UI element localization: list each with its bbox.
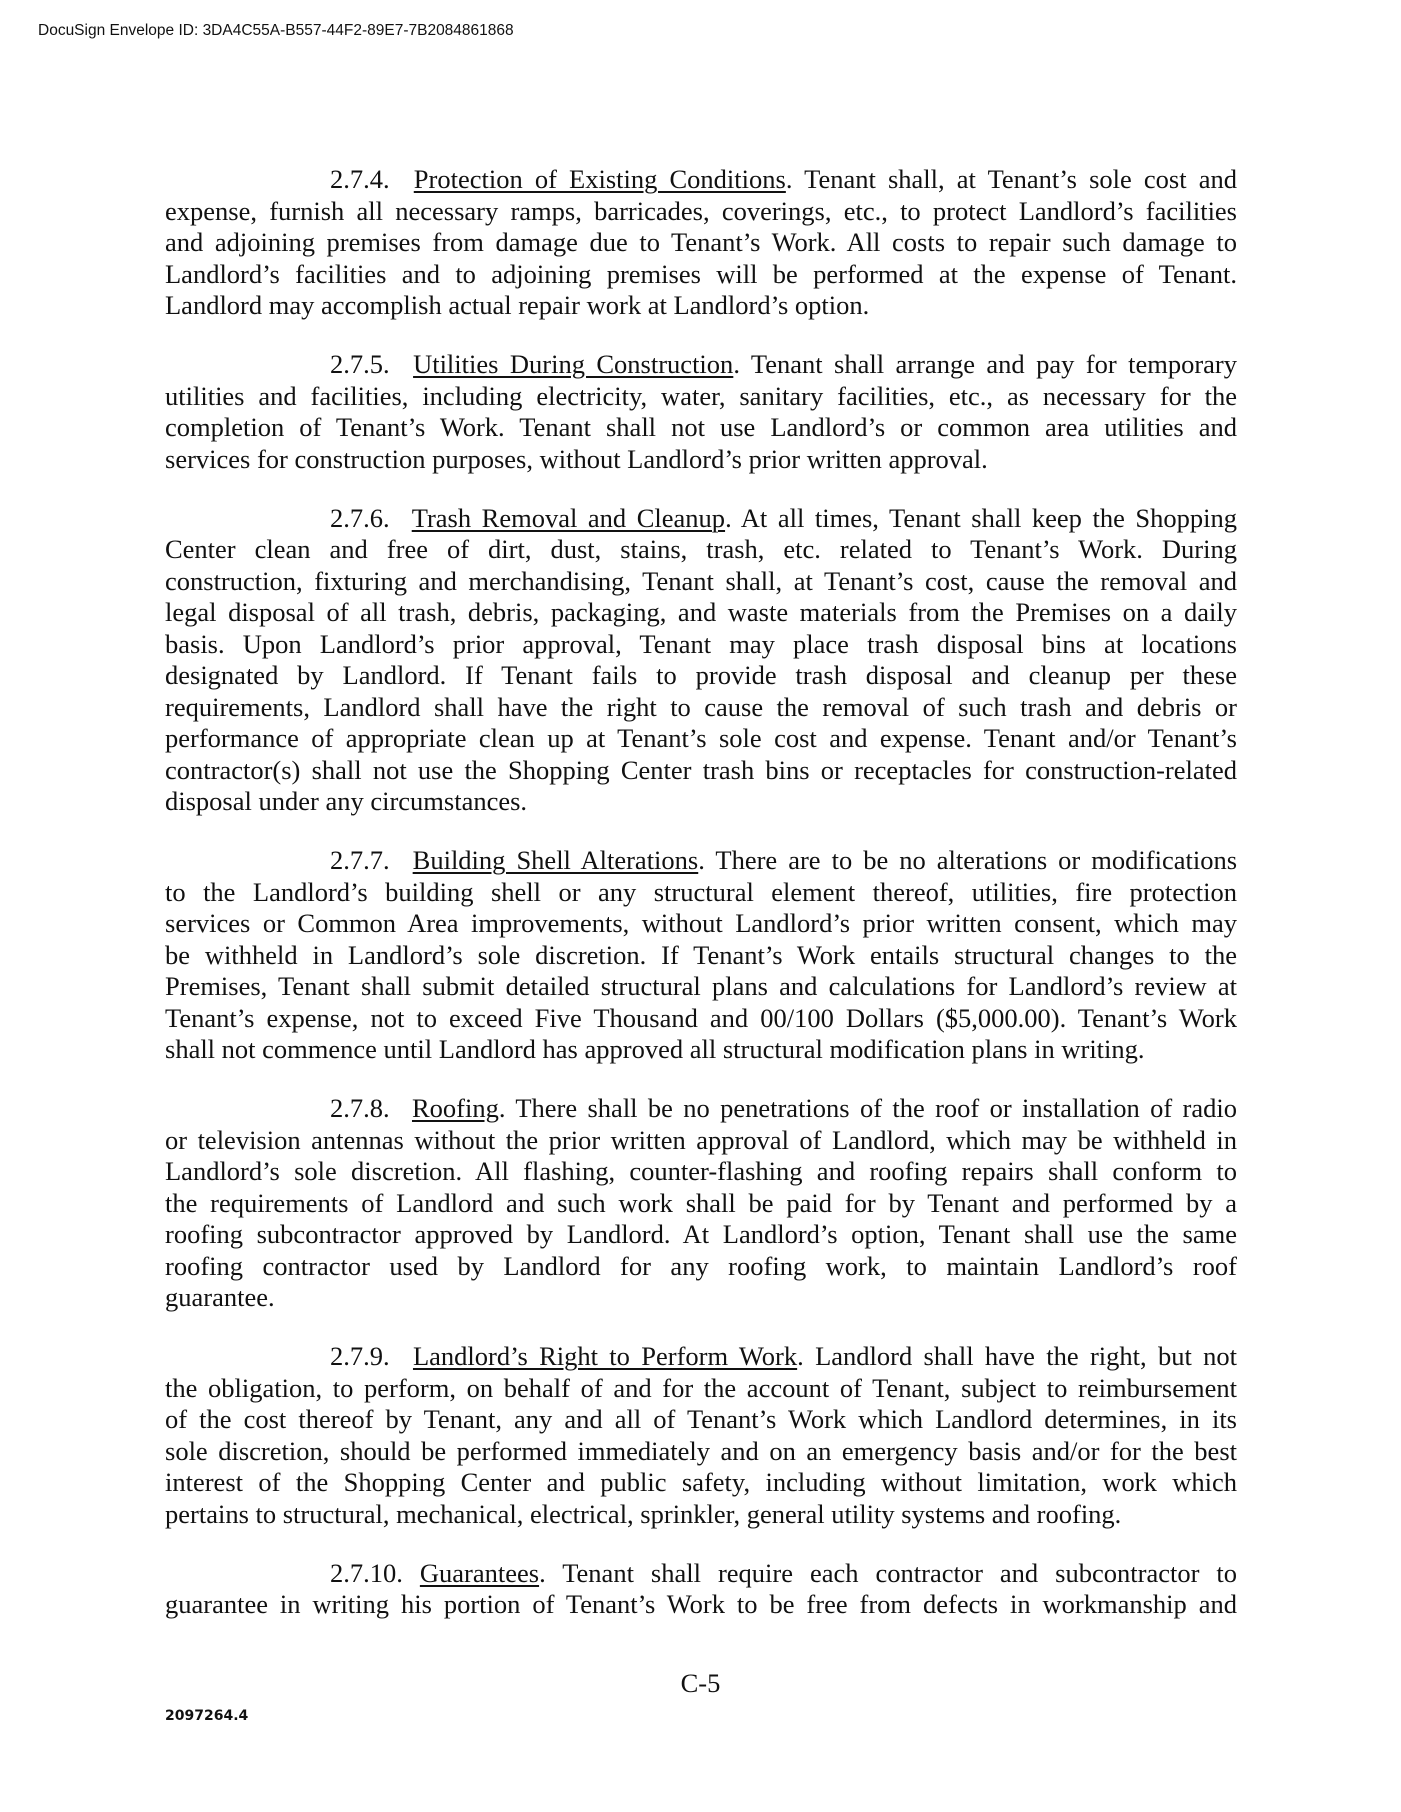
text-line: requirements, Landlord shall have the right to cause the removal of such trash and debris or — [165, 691, 1237, 722]
text-line: be withheld in Landlord’s sole discretion. If Tenant’s Work entails structural changes to the — [165, 939, 1237, 970]
text-line: Landlord’s sole discretion. All flashing, counter-flashing and roofing repairs shall conform to — [165, 1156, 1237, 1186]
section-first-line — [165, 349, 1237, 381]
section-number: 2.7.9. — [330, 1341, 390, 1371]
text-line: Center clean and free of dirt, dust, stains, trash, etc. related to Tenant’s Work. During — [165, 534, 1237, 564]
section-2-7-5 — [165, 349, 1237, 475]
text-line: Landlord may accomplish actual repair work at Landlord’s option. — [165, 290, 870, 320]
section-first-line — [165, 164, 1237, 196]
section-text: . Tenant shall, at Tenant’s sole cost and — [785, 164, 1238, 194]
section-text: . Tenant shall require each contractor and subcontractor to — [539, 1557, 1238, 1588]
text-line: shall not commence until Landlord has approved all structural modification plans in writing. — [165, 1034, 1145, 1064]
section-heading: Landlord’s Right to Perform Work — [412, 1341, 798, 1371]
text-line: Landlord’s facilities and to adjoining premises will be performed at the expense of Tenant. — [165, 258, 1237, 289]
text-line: expense, furnish all necessary ramps, barricades, coverings, etc., to protect Landlord’s facilities — [165, 195, 1237, 226]
text-line: the obligation, to perform, on behalf of and for the account of Tenant, subject to reimbursement — [165, 1372, 1237, 1403]
section-2-7-9 — [165, 1341, 1237, 1530]
section-2-7-10 — [165, 1558, 1237, 1621]
text-line: construction, fixturing and merchandising, Tenant shall, at Tenant’s cost, cause the removal and — [165, 565, 1237, 596]
section-2-7-6 — [165, 503, 1237, 818]
section-heading: Protection of Existing Conditions — [413, 164, 786, 194]
text-line: interest of the Shopping Center and public safety, including without limitation, work which — [165, 1467, 1237, 1497]
text-line: pertains to structural, mechanical, electrical, sprinkler, general utility systems and roofing. — [165, 1498, 1122, 1529]
section-number: 2.7.5. — [330, 349, 390, 379]
text-line: guarantee in writing his portion of Tenant’s Work to be free from defects in workmanship and — [165, 1589, 1237, 1619]
text-line: legal disposal of all trash, debris, packaging, and waste materials from the Premises on a daily — [165, 597, 1237, 627]
section-number: 2.7.7. — [330, 845, 390, 875]
section-text: . There are to be no alterations or modifications — [698, 845, 1238, 875]
text-line: the requirements of Landlord and such work shall be paid for by Tenant and performed by a — [165, 1187, 1237, 1218]
section-heading: Trash Removal and Cleanup — [411, 502, 726, 533]
section-heading: Roofing — [411, 1093, 499, 1123]
section-number: 2.7.4. — [330, 164, 390, 194]
text-line: guarantee. — [165, 1282, 275, 1312]
text-line: roofing subcontractor approved by Landlord. At Landlord’s option, Tenant shall use the same — [165, 1219, 1237, 1249]
section-2-7-8 — [165, 1093, 1237, 1314]
text-line: Tenant’s expense, not to exceed Five Thousand and 00/100 Dollars ($5,000.00). Tenant’s Work — [165, 1002, 1237, 1033]
document-id: 2097264.4 — [165, 1708, 249, 1724]
section-heading: Guarantees — [419, 1557, 540, 1588]
text-line: contractor(s) shall not use the Shopping Center trash bins or receptacles for construction-related — [165, 754, 1237, 785]
text-line: disposal under any circumstances. — [165, 786, 528, 816]
text-line: and adjoining premises from damage due to Tenant’s Work. All costs to repair such damage to — [165, 227, 1237, 257]
section-first-line — [165, 1093, 1237, 1125]
text-line: or television antennas without the prior written approval of Landlord, which may be withheld in — [165, 1124, 1237, 1155]
section-number: 2.7.6. — [330, 502, 390, 533]
text-line: performance of appropriate clean up at Tenant’s sole cost and expense. Tenant and/or Tenant’s — [165, 723, 1237, 753]
section-2-7-7 — [165, 845, 1237, 1066]
text-line: designated by Landlord. If Tenant fails to provide trash disposal and cleanup per these — [165, 660, 1237, 690]
text-line: sole discretion, should be performed immediately and on an emergency basis and/or for the best — [165, 1435, 1237, 1466]
section-text: . There shall be no penetrations of the roof or installation of radio — [498, 1093, 1238, 1123]
text-line: services or Common Area improvements, without Landlord’s prior written consent, which may — [165, 908, 1237, 938]
section-first-line — [165, 845, 1237, 877]
text-line: Premises, Tenant shall submit detailed structural plans and calculations for Landlord’s review at — [165, 971, 1237, 1001]
text-line: completion of Tenant’s Work. Tenant shall not use Landlord’s or common area utilities and — [165, 412, 1237, 442]
section-2-7-4 — [165, 164, 1237, 322]
section-heading: Utilities During Construction — [413, 349, 734, 379]
text-line: basis. Upon Landlord’s prior approval, Tenant may place trash disposal bins at locations — [165, 628, 1237, 659]
text-line: utilities and facilities, including electricity, water, sanitary facilities, etc., as necessary for the — [165, 380, 1237, 411]
section-first-line — [165, 1341, 1237, 1373]
text-line: roofing contractor used by Landlord for any roofing work, to maintain Landlord’s roof — [165, 1250, 1237, 1281]
section-text: . Landlord shall have the right, but not — [797, 1341, 1237, 1371]
section-number: 2.7.10. — [330, 1557, 403, 1588]
section-number: 2.7.8. — [330, 1093, 390, 1123]
text-line: of the cost thereof by Tenant, any and all of Tenant’s Work which Landlord determines, in its — [165, 1404, 1237, 1434]
section-heading: Building Shell Alterations — [412, 845, 699, 875]
docusign-envelope-id: DocuSign Envelope ID: 3DA4C55A-B557-44F2-89E7-7B2084861868 — [38, 22, 514, 39]
section-text: . At all times, Tenant shall keep the Shopping — [725, 502, 1238, 533]
section-text: . Tenant shall arrange and pay for temporary — [733, 349, 1238, 379]
page-number: C-5 — [680, 1668, 721, 1698]
text-line: services for construction purposes, without Landlord’s prior written approval. — [165, 443, 988, 474]
text-line: to the Landlord’s building shell or any structural element thereof, utilities, fire protection — [165, 876, 1237, 907]
section-first-line — [165, 1558, 1237, 1590]
section-first-line — [165, 503, 1237, 535]
document-body — [165, 164, 1237, 1648]
